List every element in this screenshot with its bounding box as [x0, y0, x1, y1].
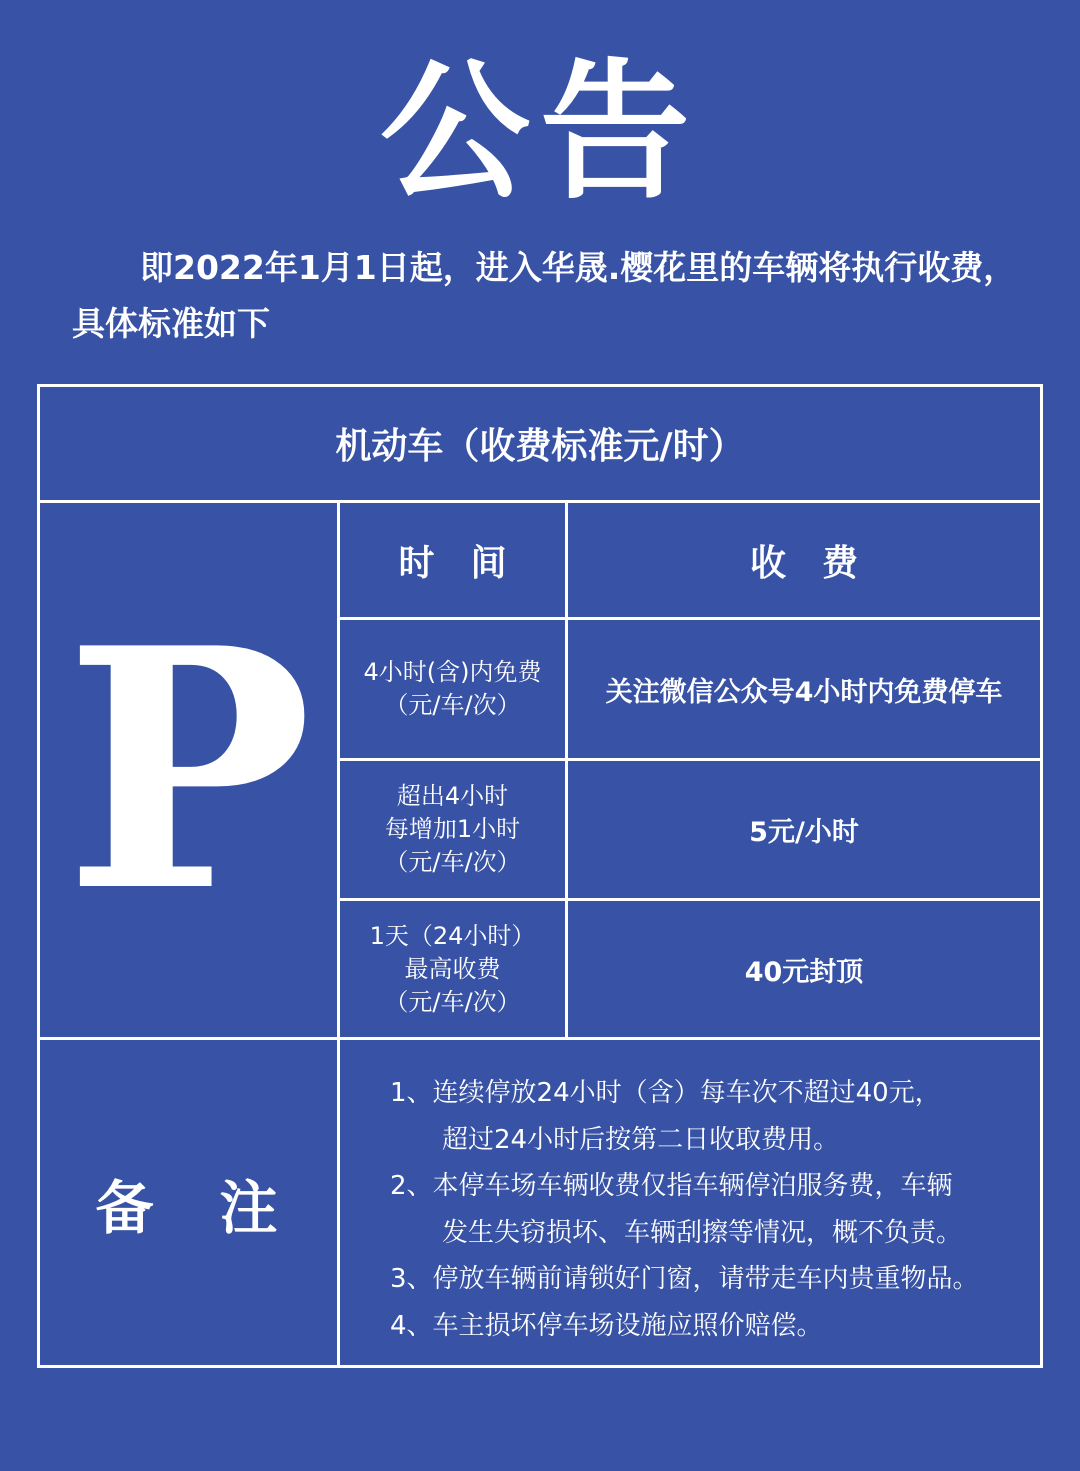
time-line: 超出4小时 — [396, 782, 509, 810]
time-line: 1天（24小时） — [369, 921, 536, 950]
column-header-time: 时 间 — [398, 542, 507, 584]
remarks-list — [390, 1070, 1030, 1349]
time-line: （元/车/次） — [384, 987, 521, 1016]
table-row-fee: 关注微信公众号4小时内免费停车 — [605, 676, 1003, 708]
parking-p-icon: P — [64, 576, 313, 964]
table-row-fee: 5元/小时 — [749, 817, 859, 848]
remark-item: 2、本停车场车辆收费仅指车辆停泊服务费，车辆 — [390, 1171, 953, 1201]
table-row-time — [340, 761, 565, 898]
time-line: （元/车/次） — [384, 848, 521, 876]
remark-item: 发生失窃损坏、车辆刮擦等情况，概不负责。 — [442, 1217, 963, 1248]
intro-line-2: 具体标准如下 — [72, 304, 270, 343]
fee-table — [37, 384, 1043, 1368]
time-line: 每增加1小时 — [384, 815, 521, 843]
notice-title: 公告 — [379, 46, 700, 220]
remarks-label: 备 注 — [95, 1173, 282, 1242]
table-row-fee: 40元封顶 — [744, 956, 864, 988]
intro-line-1: 即2022年1月1日起，进入华晟.樱花里的车辆将执行收费， — [140, 248, 1017, 287]
column-header-fee: 收 费 — [749, 542, 858, 584]
remark-item: 4、车主损坏停车场设施应照价赔偿。 — [390, 1310, 823, 1341]
remark-item: 超过24小时后按第二日收取费用。 — [442, 1124, 840, 1155]
notice-intro — [72, 240, 1052, 352]
table-row-time — [340, 620, 565, 758]
time-line: 4小时(含)内免费 — [363, 658, 542, 686]
table-row-time — [340, 901, 565, 1037]
time-line: （元/车/次） — [384, 691, 521, 719]
table-header: 机动车（收费标准元/时） — [335, 426, 745, 467]
time-line: 最高收费 — [404, 954, 501, 983]
remark-item: 1、连续停放24小时（含）每车次不超过40元， — [390, 1078, 941, 1108]
remark-item: 3、停放车辆前请锁好门窗，请带走车内贵重物品。 — [390, 1264, 979, 1294]
